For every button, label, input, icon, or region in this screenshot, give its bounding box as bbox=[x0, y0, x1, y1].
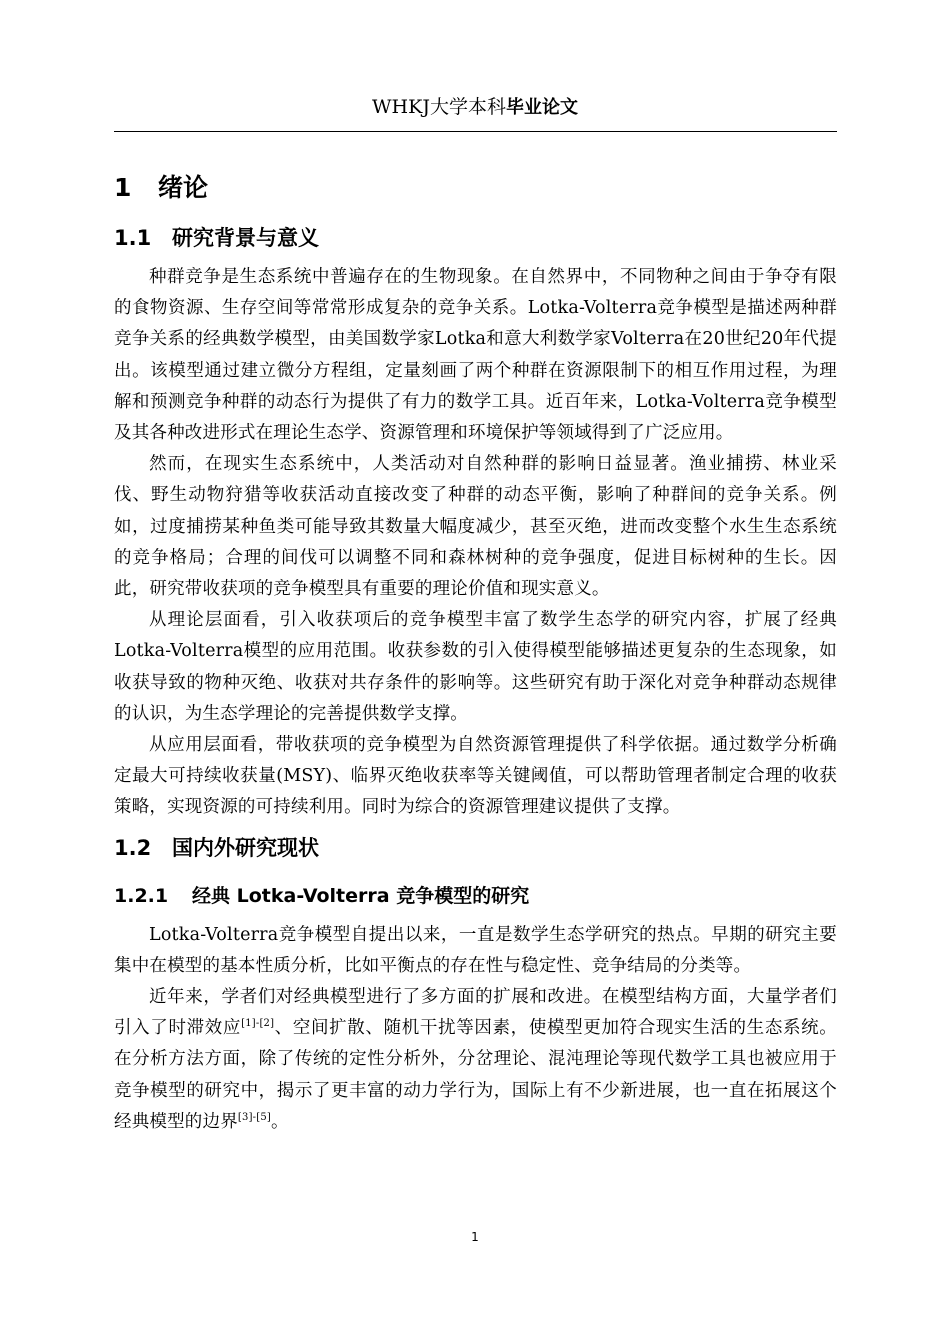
section-heading-1-2 bbox=[114, 824, 837, 872]
paragraph-background-4: 从应用层面看，带收获项的竞争模型为自然资源管理提供了科学依据。通过数学分析确定最大可持续收获量(MSY)、临界灭绝收获率等关键阈值，可以帮助管理者制定合理的收获策略，实现资源的可持续利用。同时为综合的资源管理建议提供了支撑。 bbox=[114, 735, 837, 818]
paragraph-background-3: 从理论层面看，引入收获项后的竞争模型丰富了数学生态学的研究内容，扩展了经典Lotka-Volterra模型的应用范围。收获参数的引入使得模型能够描述更复杂的生态现象，如收获导致的物种灭绝、收获对共存条件的影响等。这些研究有助于深化对竞争种群动态规律的认识，为生态学理论的完善提供数学支撑。 bbox=[114, 610, 837, 724]
section-heading-1-1 bbox=[114, 214, 837, 262]
paragraph-text: 、空间扩散、随机干扰等因素，使模型更加符合现实生活的生态系统。在分析方法方面，除了传统的定性分析外，分岔理论、混沌理论等现代数学工具也被应用于竞争模型的研究中，揭示了更丰富的动力学行为，国际上有不少新进展，也一直在拓展这个经典模型的边界 bbox=[114, 1018, 837, 1132]
subsection-title: 经典 Lotka-Volterra 竞争模型的研究 bbox=[192, 884, 530, 907]
chapter-title: 绪论 bbox=[158, 173, 209, 202]
paragraph-background-2: 然而，在现实生态系统中，人类活动对自然种群的影响日益显著。渔业捕捞、林业采伐、野生动物狩猎等收获活动直接改变了种群的动态平衡，影响了种群间的竞争关系。例如，过度捕捞某种鱼类可能导致其数量大幅度减少，甚至灭绝，进而改变整个水生生态系统的竞争格局；合理的间伐可以调整不同和森林树种的竞争强度，促进目标树种的生长。因此，研究带收获项的竞争模型具有重要的理论价值和现实意义。 bbox=[114, 454, 837, 600]
chapter-heading bbox=[114, 166, 837, 214]
subsection-heading-1-2-1 bbox=[114, 872, 837, 920]
section-number: 1.1 bbox=[114, 226, 152, 250]
paragraph-classic-model-2 bbox=[114, 982, 837, 1138]
page-number: 1 bbox=[471, 1230, 479, 1244]
paragraph-background-1: 种群竞争是生态系统中普遍存在的生物现象。在自然界中，不同物种之间由于争夺有限的食物资源、生存空间等常常形成复杂的竞争关系。Lotka-Volterra竞争模型是描述两种群竞争关系的经典数学模型，由美国数学家Lotka和意大利数学家Volterra在20世纪20年代提出。该模型通过建立微分方程组，定量刻画了两个种群在资源限制下的相互作用过程，为理解和预测竞争种群的动态行为提供了有力的数学工具。近百年来，Lotka-Volterra竞争模型及其各种改进形式在理论生态学、资源管理和环境保护等领域得到了广泛应用。 bbox=[114, 267, 837, 444]
paragraph-classic-model-1: Lotka-Volterra竞争模型自提出以来，一直是数学生态学研究的热点。早期的研究主要集中在模型的基本性质分析，比如平衡点的存在性与稳定性、竞争结局的分类等。 bbox=[114, 924, 837, 976]
section-number: 1.2 bbox=[114, 835, 152, 860]
subsection-number: 1.2.1 bbox=[114, 884, 169, 907]
paragraph-text: 。 bbox=[271, 1111, 289, 1132]
paragraph-text: 近年来，学者们对经典模型进行了多方面的扩展和改进。在模型结构方面，大量学者们引入了时滞效应 bbox=[114, 987, 837, 1039]
citation: [1]-[2] bbox=[241, 1018, 275, 1030]
header-title-prefix: WHKJ大学本科 bbox=[372, 96, 506, 118]
running-header bbox=[0, 94, 950, 121]
page-content bbox=[114, 166, 837, 1138]
section-title: 研究背景与意义 bbox=[172, 226, 319, 250]
header-title-suffix: 毕业论文 bbox=[505, 97, 578, 118]
chapter-number: 1 bbox=[114, 173, 132, 202]
header-rule bbox=[114, 131, 837, 132]
section-title: 国内外研究现状 bbox=[172, 835, 319, 860]
citation: [3]-[5] bbox=[237, 1112, 272, 1124]
